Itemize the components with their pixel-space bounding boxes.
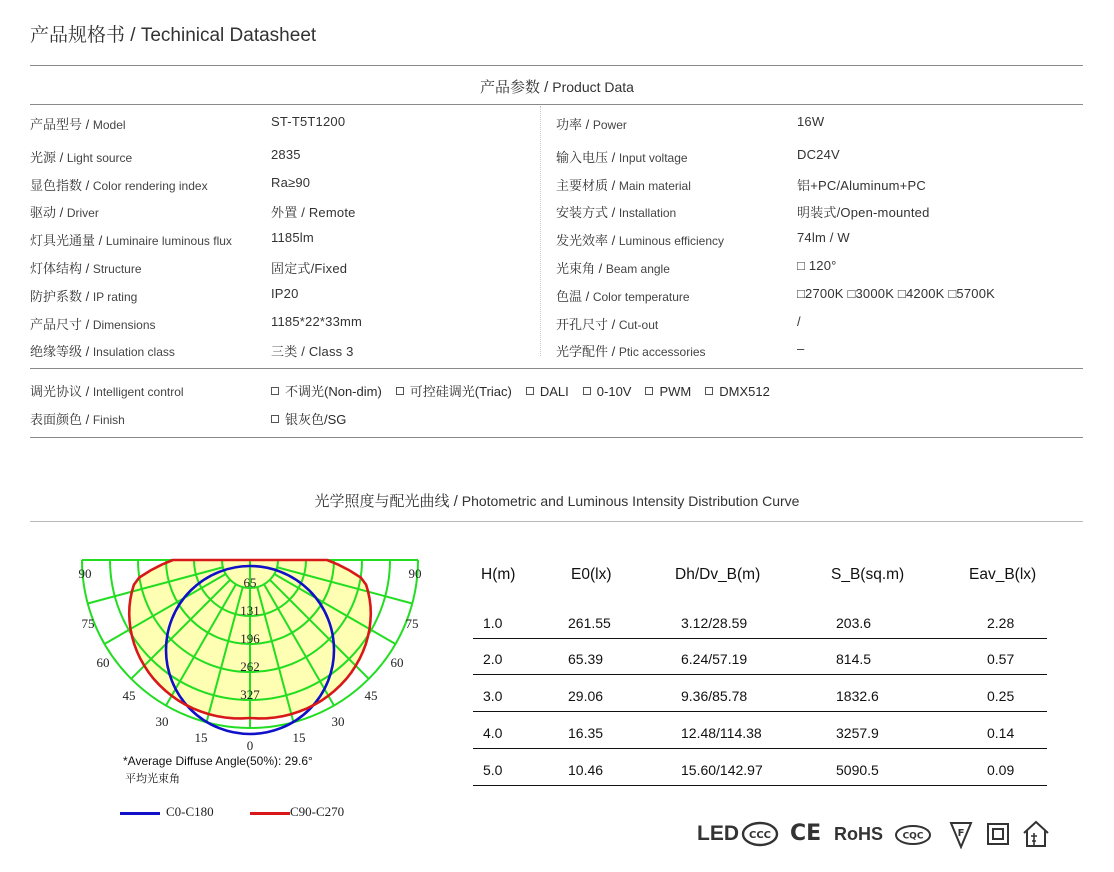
table-row-divider <box>473 638 1047 639</box>
spec-label: 驱动 / Driver <box>30 205 99 220</box>
f-mark-icon <box>949 821 973 849</box>
table-cell: 261.55 <box>568 615 611 631</box>
angle-label: 15 <box>194 730 208 745</box>
checkbox-icon <box>645 387 653 395</box>
option-label: 可控硅调光(Triac) <box>409 384 512 399</box>
spec-label: 安装方式 / Installation <box>556 205 677 220</box>
product-data-divider <box>30 104 1083 105</box>
spec-value: – <box>797 341 805 356</box>
spec-label: 绝缘等级 / Insulation class <box>30 344 175 359</box>
table-cell: 16.35 <box>568 725 604 741</box>
legend-c0-label: C0-C180 <box>166 804 214 819</box>
table-header-cell: H(m) <box>481 566 516 583</box>
spec-label: 防护系数 / IP rating <box>30 289 138 304</box>
radial-value-label: 327 <box>240 687 260 702</box>
spec-row <box>0 230 1114 252</box>
spec-value: □ 120° <box>797 258 837 273</box>
table-header-cell: S_B(sq.m) <box>831 566 905 583</box>
radial-value-label: 262 <box>240 659 260 674</box>
option-checkbox[interactable] <box>526 384 569 399</box>
option-checkbox[interactable] <box>271 409 346 428</box>
cqc-logo <box>894 824 932 846</box>
legend-c0-line <box>120 812 160 815</box>
spec-label: 主要材质 / Main material <box>556 178 691 193</box>
option-label: DALI <box>539 384 569 399</box>
table-header-cell: Eav_B(lx) <box>969 566 1037 583</box>
option-label: 不调光(Non-dim) <box>285 384 382 399</box>
spec-label: 灯具光通量 / Luminaire luminous flux <box>30 233 232 248</box>
table-cell: 6.24/57.19 <box>681 651 748 667</box>
spec-row <box>0 114 1114 136</box>
table-cell: 2.28 <box>987 615 1015 631</box>
angle-label: 60 <box>390 655 404 670</box>
angle-label: 90 <box>408 566 422 581</box>
finish-label: 表面颜色 / Finish <box>30 412 125 427</box>
checkbox-icon <box>396 387 404 395</box>
spec-value: 明装式/Open-mounted <box>797 205 930 220</box>
table-cell: 0.09 <box>987 762 1015 778</box>
option-checkbox[interactable] <box>645 384 691 399</box>
spec-row <box>0 286 1114 308</box>
angle-label: 75 <box>81 616 95 631</box>
spec-label: 光束角 / Beam angle <box>556 261 670 276</box>
certification-logos <box>0 816 1114 852</box>
spec-row <box>0 175 1114 197</box>
spec-value: 外置 / Remote <box>271 205 356 220</box>
control-label: 调光协议 / Intelligent control <box>30 384 184 399</box>
table-cell: 1832.6 <box>836 688 879 704</box>
option-label: PWM <box>659 384 692 399</box>
spec-label: 显色指数 / Color rendering index <box>30 178 208 193</box>
spec-value: ST-T5T1200 <box>271 114 346 129</box>
option-label: DMX512 <box>719 384 770 399</box>
spec-value: 1185*22*33mm <box>271 314 363 329</box>
table-cell: 1.0 <box>483 615 503 631</box>
radial-value-label: 196 <box>240 631 260 646</box>
table-row-divider <box>473 711 1047 712</box>
spec-value: IP20 <box>271 286 299 301</box>
option-checkbox[interactable] <box>583 384 632 399</box>
spec-label: 输入电压 / Input voltage <box>556 150 688 165</box>
spec-row <box>0 314 1114 336</box>
spec-value: 三类 / Class 3 <box>271 344 354 359</box>
ccc-logo <box>741 821 779 847</box>
specs-bottom-divider <box>30 368 1083 369</box>
table-row-divider <box>473 748 1047 749</box>
title-divider <box>30 65 1083 66</box>
spec-label: 色温 / Color temperature <box>556 289 690 304</box>
table-cell: 3257.9 <box>836 725 879 741</box>
spec-value: Ra≥90 <box>271 175 311 190</box>
spec-value: 固定式/Fixed <box>271 261 348 276</box>
photometric-divider <box>30 521 1083 522</box>
angle-label: 0 <box>246 738 254 753</box>
radial-value-label: 65 <box>243 575 257 590</box>
spec-value: 74lm / W <box>797 230 850 245</box>
control-options <box>271 381 784 400</box>
spec-row <box>0 258 1114 280</box>
table-cell: 5.0 <box>483 762 503 778</box>
legend-c90-line <box>250 812 290 815</box>
table-cell: 12.48/114.38 <box>681 725 762 741</box>
table-cell: 15.60/142.97 <box>681 762 763 778</box>
table-cell: 0.57 <box>987 651 1015 667</box>
ce-logo: CE <box>790 821 822 846</box>
option-checkbox[interactable] <box>705 384 770 399</box>
finish-options <box>271 409 360 428</box>
spec-label: 灯体结构 / Structure <box>30 261 142 276</box>
rohs-logo: RoHS <box>834 824 883 844</box>
svg-text:F: F <box>957 828 965 839</box>
option-checkbox[interactable] <box>396 381 512 400</box>
table-cell: 0.14 <box>987 725 1015 741</box>
table-cell: 9.36/85.78 <box>681 688 748 704</box>
radial-value-label: 131 <box>240 603 260 618</box>
angle-label: 90 <box>78 566 92 581</box>
checkbox-icon <box>526 387 534 395</box>
document-title: 产品规格书 / Techinical Datasheet <box>30 25 317 46</box>
svg-text:CCC: CCC <box>748 830 772 841</box>
spec-value: / <box>797 314 801 329</box>
table-cell: 2.0 <box>483 651 503 667</box>
spec-row <box>0 147 1114 169</box>
photometric-heading: 光学照度与配光曲线 / Photometric and Luminous Intensity Distribution Curve <box>314 493 800 510</box>
spec-value: 2835 <box>271 147 301 162</box>
angle-label: 30 <box>155 714 169 729</box>
table-cell: 4.0 <box>483 725 503 741</box>
spec-label: 光源 / Light source <box>30 150 133 165</box>
product-data-heading: 产品参数 / Product Data <box>480 79 634 96</box>
spec-label: 开孔尺寸 / Cut-out <box>556 317 659 332</box>
spec-label: 发光效率 / Luminous efficiency <box>556 233 725 248</box>
spec-row <box>0 202 1114 224</box>
class-ii-icon <box>986 822 1010 846</box>
spec-value: 铝+PC/Aluminum+PC <box>797 178 926 193</box>
spec-value: DC24V <box>797 147 840 162</box>
table-header-cell: E0(lx) <box>571 566 612 583</box>
finish-row <box>0 409 1114 431</box>
angle-label: 60 <box>96 655 110 670</box>
option-checkbox[interactable] <box>271 381 382 400</box>
spec-row <box>0 341 1114 363</box>
spec-label: 产品型号 / Model <box>30 117 126 132</box>
legend-c90-label: C90-C270 <box>290 804 345 819</box>
option-label: 银灰色/SG <box>285 412 347 427</box>
polar-intensity-diagram <box>60 548 460 838</box>
spec-value: □2700K □3000K □4200K □5700K <box>797 286 996 301</box>
table-cell: 3.0 <box>483 688 503 704</box>
checkbox-icon <box>271 387 279 395</box>
table-cell: 5090.5 <box>836 762 879 778</box>
angle-label: 75 <box>405 616 419 631</box>
checkbox-icon <box>583 387 591 395</box>
table-cell: 29.06 <box>568 688 604 704</box>
options-bottom-divider <box>30 437 1083 438</box>
option-label: 0-10V <box>596 384 632 399</box>
checkbox-icon <box>271 415 279 423</box>
table-cell: 65.39 <box>568 651 604 667</box>
table-cell: 0.25 <box>987 688 1015 704</box>
diffuse-angle-note: *Average Diffuse Angle(50%): 29.6° <box>123 754 313 768</box>
control-row <box>0 381 1114 403</box>
angle-label: 45 <box>122 688 136 703</box>
led-logo: LED <box>697 822 739 845</box>
table-cell: 3.12/28.59 <box>681 615 748 631</box>
angle-label: 45 <box>364 688 378 703</box>
svg-text:CQC: CQC <box>902 831 924 842</box>
diffuse-angle-note-zh: 平均光束角 <box>125 773 180 785</box>
angle-label: 30 <box>331 714 345 729</box>
checkbox-icon <box>705 387 713 395</box>
spec-value: 1185lm <box>271 230 314 245</box>
table-cell: 10.46 <box>568 762 604 778</box>
table-row-divider <box>473 674 1047 675</box>
table-cell: 814.5 <box>836 651 872 667</box>
spec-label: 功率 / Power <box>556 117 627 132</box>
spec-label: 光学配件 / Ptic accessories <box>556 344 706 359</box>
angle-label: 15 <box>292 730 306 745</box>
table-row-divider <box>473 785 1047 786</box>
table-header-cell: Dh/Dv_B(m) <box>675 566 761 583</box>
spec-label: 产品尺寸 / Dimensions <box>30 317 156 332</box>
indoor-use-icon <box>1021 819 1051 849</box>
table-cell: 203.6 <box>836 615 872 631</box>
spec-value: 16W <box>797 114 825 129</box>
